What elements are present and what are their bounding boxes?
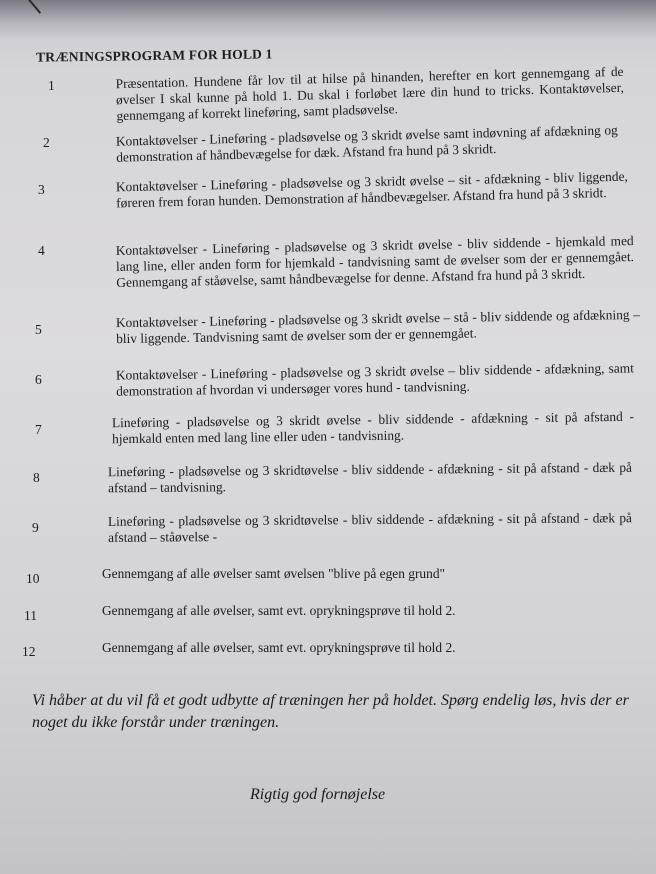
item-text: Lineføring - pladsøvelse og 3 skridtøvelse - bliv siddende - afdækning - sit på afstand - dæk på afstand – tandvisning. [107,459,632,496]
item-number: 12 [22,644,36,659]
item-number: 4 [38,243,45,258]
item-number: 3 [38,182,45,197]
item-text: Lineføring - pladsøvelse og 3 skridt øvelse - bliv siddende - afdækning - sit på afstand - hjemkald enten med lang line eller uden - tandvisning. [111,408,634,447]
item-text: Lineføring - pladsøvelse og 3 skridtøvelse - bliv siddende - afdækning - sit på afstand - dæk på afstand – ståøvelse - [107,510,632,545]
item-number: 10 [26,571,40,586]
signoff-text: Rigtig god fornøjelse [250,786,386,803]
top-shadow [0,0,656,40]
item-text: Gennemgang af alle øvelser samt øvelsen "blive på egen grund" [102,566,445,581]
item-number: 8 [33,470,40,485]
closing-paragraph: Vi håber at du vil få et godt udbytte af træningen her på holdet. Spørg endelig løs, hvis der er noget du ikke forstår under træningen. [32,692,629,731]
item-text: Kontaktøvelser - Lineføring - pladsøvelse og 3 skridt øvelse samt indøvning af afdækning og demonstration af håndbevægelse for dæk. Afstand fra hund på 3 skridt. [115,122,618,165]
item-number: 9 [32,520,39,535]
item-number: 11 [24,608,37,623]
item-text: Præsentation. Hundene får lov til at hilse på hinanden, herefter en kort gennemgang af de øvelser I skal kunne på hold 1. Du skal i forløbet lære din hund to tricks. Kontaktøvelser, gennemgang af korrekt lineføring, samt pladsøvelse. [115,63,625,124]
item-text: Kontaktøvelser - Lineføring - pladsøvelse og 3 skridt øvelse – sit - afdækning - bliv liggende, føreren frem foran hunden. Demonstration af håndbevægelser. Afstand fra hund på 3 skridt. [115,168,628,211]
item-number: 7 [35,422,42,437]
item-number: 2 [43,135,50,150]
item-text: Kontaktøvelser - Lineføring - pladsøvelse og 3 skridt øvelse – stå - bliv siddende og afdækning – bliv liggende. Tandvisning samt de øvelser som der er gennemgået. [115,306,640,347]
item-number: 5 [35,322,42,337]
item-text: Kontaktøvelser - Lineføring - pladsøvelse og 3 skridt øvelse – bliv siddende - afdækning, samt demonstration af hvordan vi undersøger vores hund - tandvisning. [115,360,634,399]
item-text: Gennemgang af alle øvelser, samt evt. oprykningsprøve til hold 2. [102,603,456,618]
item-number: 1 [48,78,55,93]
item-text: Gennemgang af alle øvelser, samt evt. oprykningsprøve til hold 2. [102,640,456,655]
document-title: TRÆNINGSPROGRAM FOR HOLD 1 [35,46,273,65]
item-text: Kontaktøvelser - Lineføring - pladsøvelse og 3 skridt øvelse - bliv siddende - hjemkald med lang line, eller anden form for hjemkald - tandvisning samt de øvelser som der er gennemgået. Gennemgang af ståøvelse, samt håndbevægelse for denne. Afstand fra hund på 3 skridt. [115,233,635,290]
item-number: 6 [35,372,42,387]
